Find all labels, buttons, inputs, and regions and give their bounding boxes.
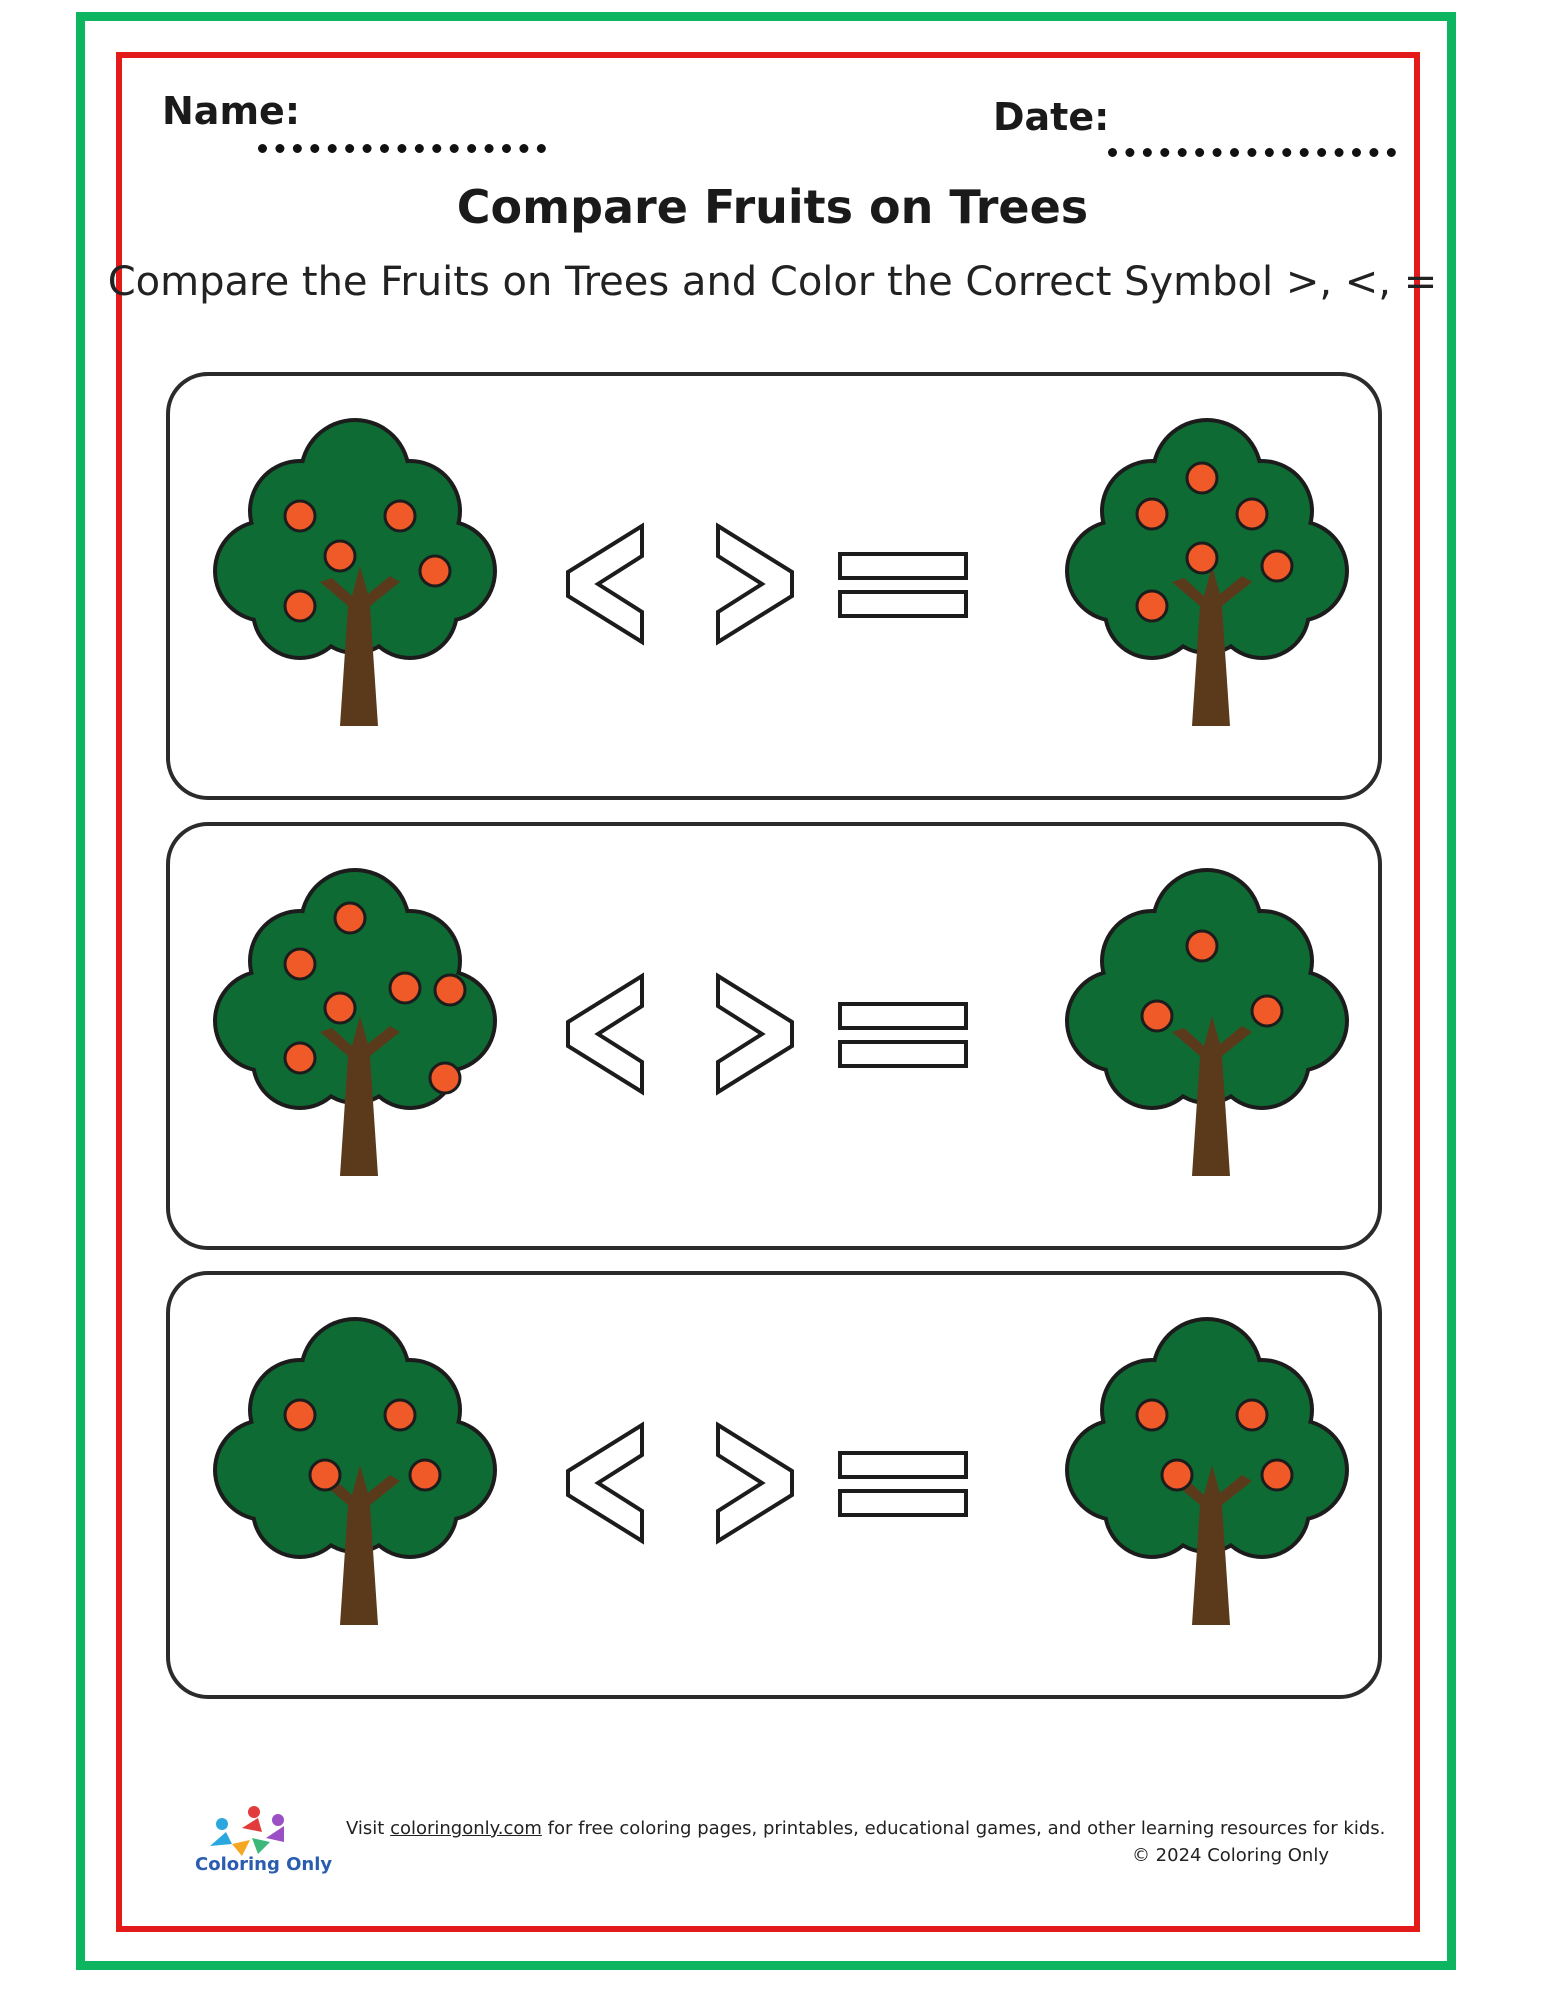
right-tree <box>1062 1305 1352 1625</box>
fruit <box>385 1400 415 1430</box>
fruit <box>1137 1400 1167 1430</box>
less-than-symbol[interactable] <box>568 1425 642 1541</box>
fruit <box>1187 463 1217 493</box>
comparison-symbols <box>560 516 1000 656</box>
fruit <box>430 1063 460 1093</box>
footer-text <box>346 1818 1385 1839</box>
fruit <box>285 1043 315 1073</box>
right-tree <box>1062 856 1352 1176</box>
date-write-line[interactable] <box>1108 148 1396 157</box>
fruit <box>335 903 365 933</box>
fruit <box>1237 499 1267 529</box>
fruit <box>1137 591 1167 621</box>
left-tree <box>210 1305 500 1625</box>
equals-symbol[interactable] <box>840 554 966 616</box>
fruit <box>310 1460 340 1490</box>
greater-than-symbol[interactable] <box>718 1425 792 1541</box>
comparison-panel <box>166 822 1382 1250</box>
left-tree <box>210 856 500 1176</box>
fruit <box>285 591 315 621</box>
comparison-symbols <box>560 966 1000 1106</box>
footer-text-before: Visit <box>346 1818 391 1839</box>
fruit <box>420 556 450 586</box>
fruit <box>1162 1460 1192 1490</box>
fruit <box>435 975 465 1005</box>
date-label: Date: <box>993 95 1110 139</box>
fruit <box>410 1460 440 1490</box>
fruit <box>1252 996 1282 1026</box>
greater-than-symbol[interactable] <box>718 526 792 642</box>
name-write-line[interactable] <box>258 144 546 153</box>
fruit <box>285 1400 315 1430</box>
fruit <box>1187 543 1217 573</box>
fruit <box>325 993 355 1023</box>
comparison-symbols <box>560 1415 1000 1555</box>
less-than-symbol[interactable] <box>568 976 642 1092</box>
page-title: Compare Fruits on Trees <box>456 180 1089 234</box>
footer-text-after: for free coloring pages, printables, educational games, and other learning resources for kids. <box>541 1818 1386 1839</box>
left-tree <box>210 406 500 726</box>
equals-symbol[interactable] <box>840 1453 966 1515</box>
instructions: Compare the Fruits on Trees and Color the Correct Symbol >, <, = <box>107 259 1438 305</box>
fruit <box>1142 1001 1172 1031</box>
footer-copyright: © 2024 Coloring Only <box>1131 1845 1329 1866</box>
fruit <box>285 949 315 979</box>
equals-symbol[interactable] <box>840 1004 966 1066</box>
comparison-panel <box>166 372 1382 800</box>
name-label: Name: <box>162 89 301 133</box>
fruit <box>285 501 315 531</box>
right-tree <box>1062 406 1352 726</box>
greater-than-symbol[interactable] <box>718 976 792 1092</box>
comparison-panel <box>166 1271 1382 1699</box>
fruit <box>1262 1460 1292 1490</box>
fruit <box>390 973 420 1003</box>
footer-link[interactable]: coloringonly.com <box>390 1818 542 1839</box>
fruit <box>1262 551 1292 581</box>
less-than-symbol[interactable] <box>568 526 642 642</box>
footer-brand: Coloring Only <box>195 1854 333 1875</box>
fruit <box>1187 931 1217 961</box>
fruit <box>325 541 355 571</box>
fruit <box>1137 499 1167 529</box>
fruit <box>1237 1400 1267 1430</box>
fruit <box>385 501 415 531</box>
